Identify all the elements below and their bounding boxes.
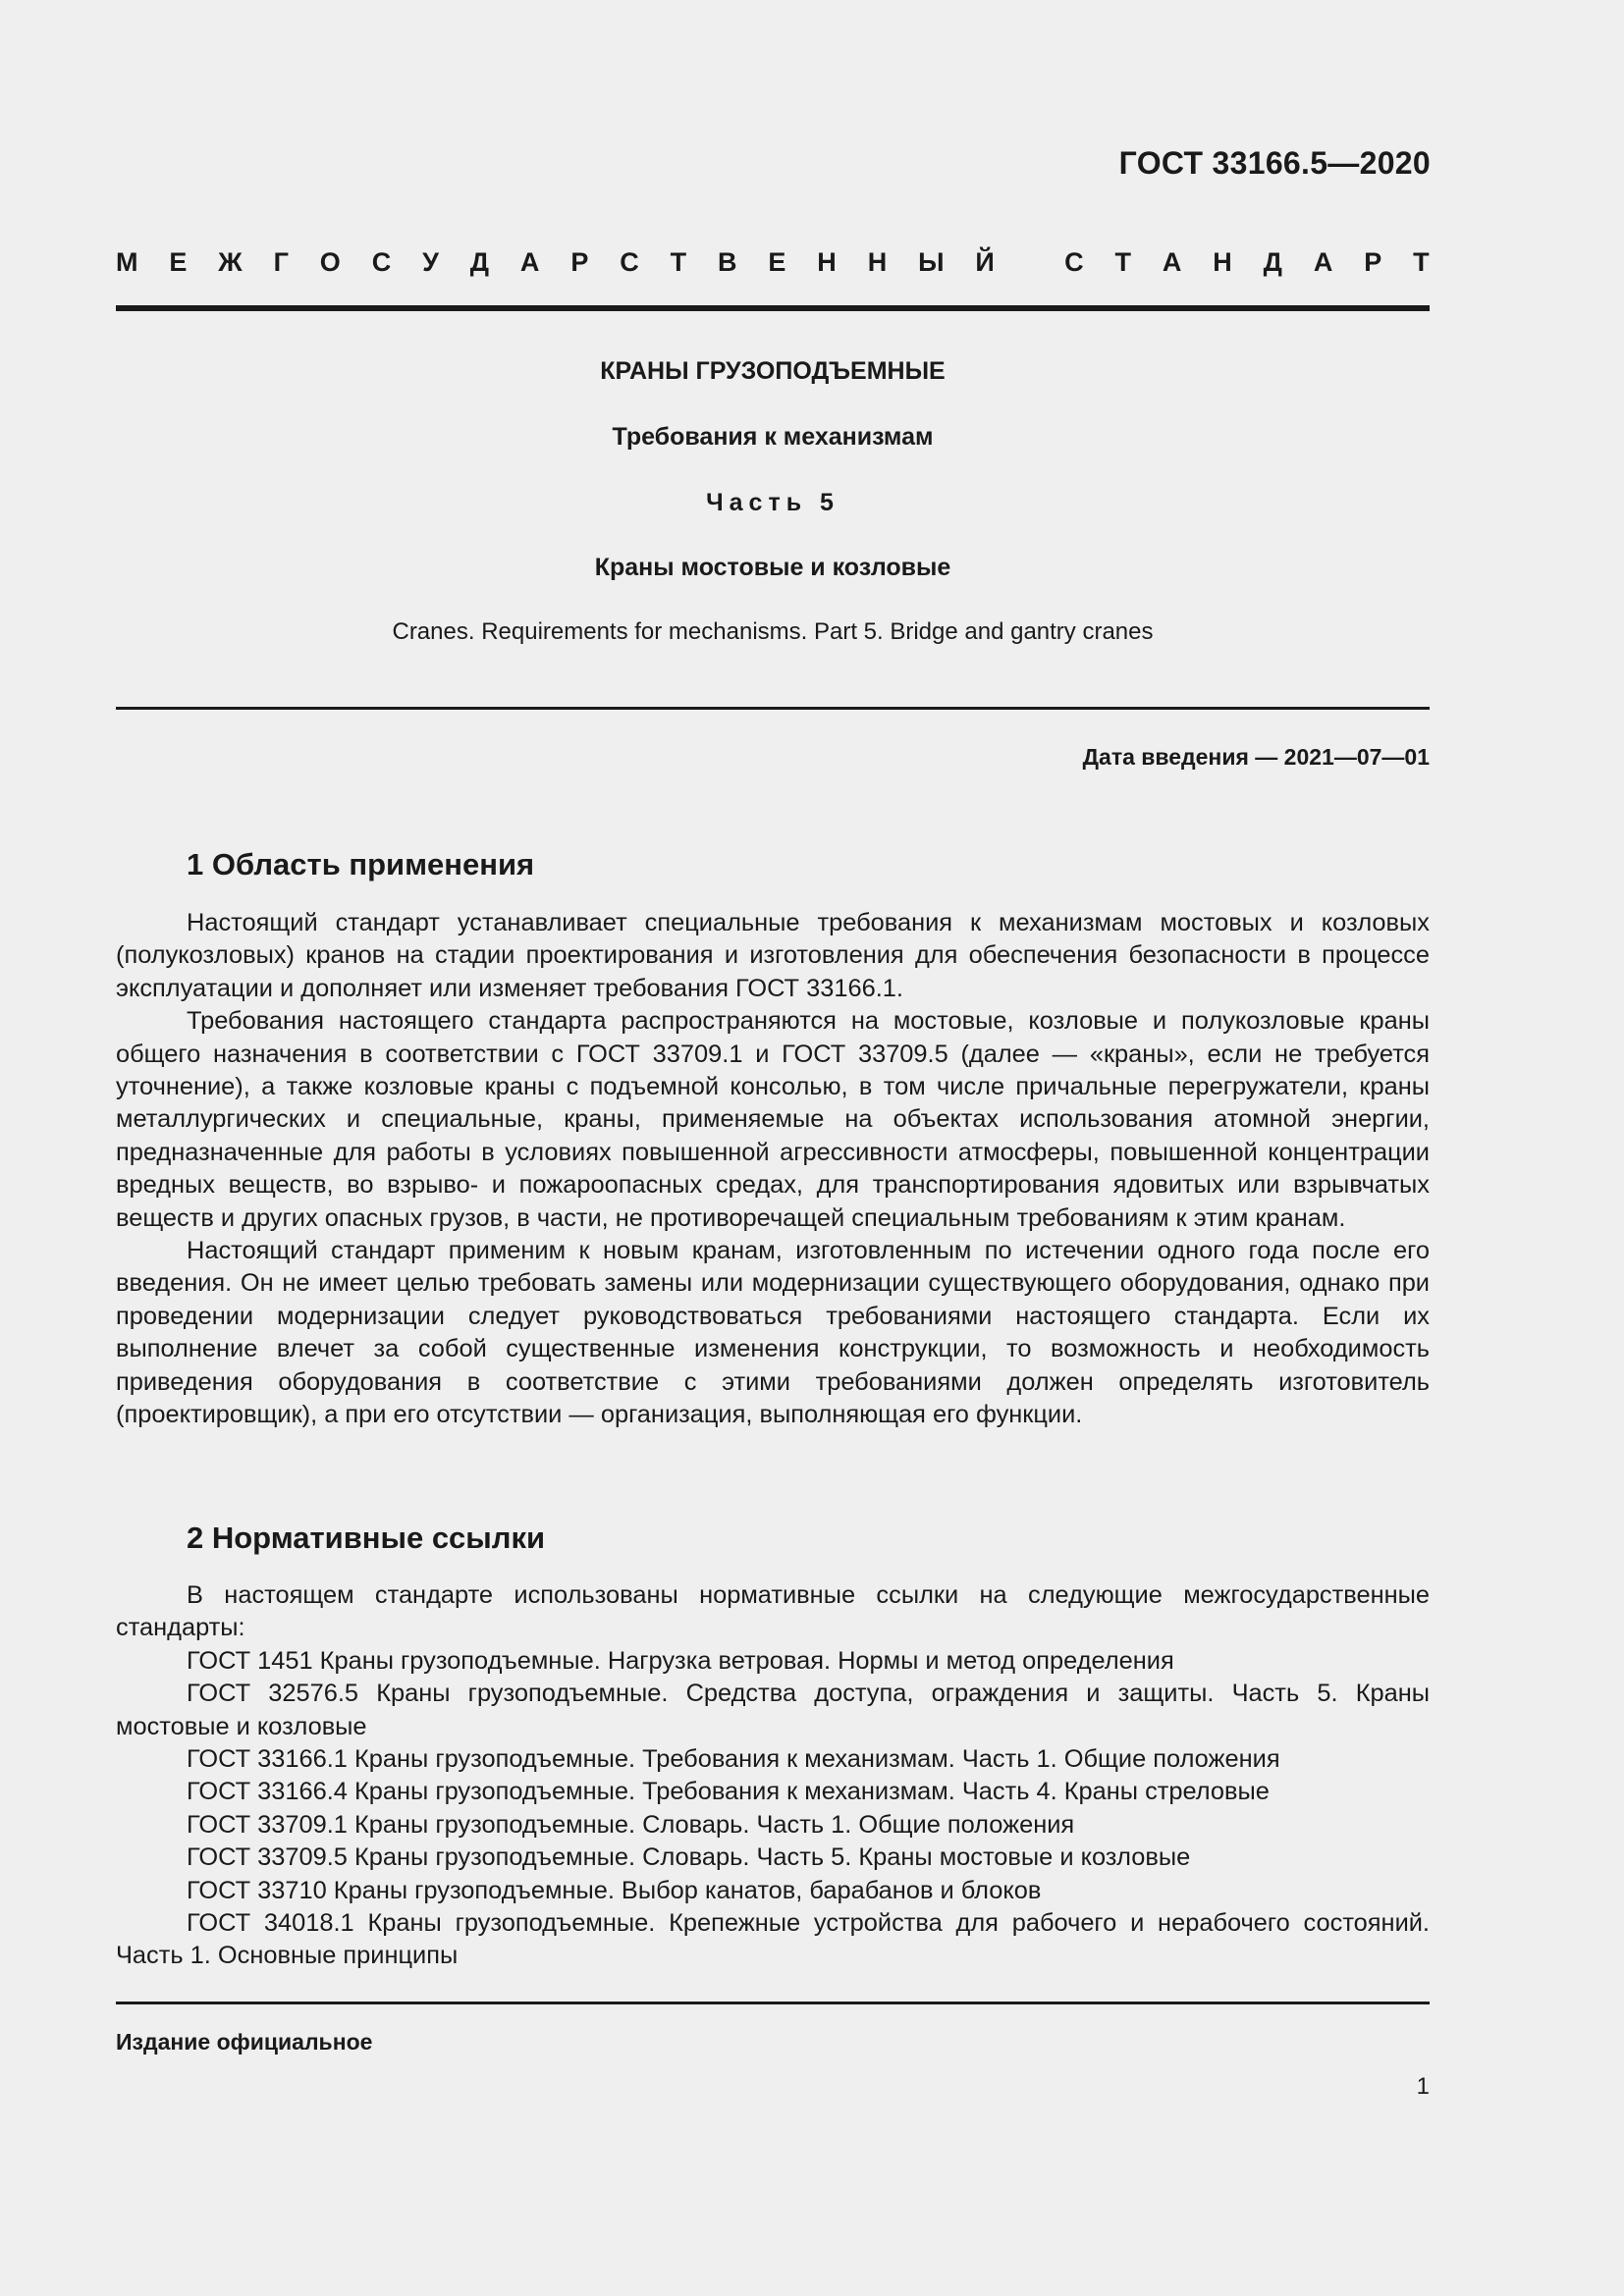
document-part-title: Краны мостовые и козловые <box>594 554 951 581</box>
reference-item: ГОСТ 33710 Краны грузоподъемные. Выбор канатов, барабанов и блоков <box>187 1876 1042 1904</box>
section-1-body <box>116 907 1430 1432</box>
paragraph: Настоящий стандарт устанавливает специальные требования к механизмам мостовых и козловых (полукозловых) кранов на стадии проектирования и изготовления для обеспечения безопасности в процессе эксплуатации и дополняет или изменяет требования ГОСТ 33166.1. <box>116 909 1430 1002</box>
document-subtitle: Требования к механизмам <box>612 423 934 451</box>
page-number: 1 <box>1416 2073 1430 2100</box>
banner-gap <box>1026 247 1034 278</box>
banner-letter: О <box>319 247 341 277</box>
banner-letter: Ж <box>218 247 243 277</box>
reference-item: ГОСТ 32576.5 Краны грузоподъемные. Средства доступа, ограждения и защиты. Часть 5. Краны мостовые и козловые <box>116 1680 1430 1740</box>
banner-letter: С <box>371 247 392 277</box>
banner-letter: Е <box>768 247 786 277</box>
reference-item: ГОСТ 33166.1 Краны грузоподъемные. Требования к механизмам. Часть 1. Общие положения <box>187 1745 1280 1774</box>
document-part: Часть 5 <box>706 489 839 516</box>
header-rule <box>116 305 1430 311</box>
banner-letter: Т <box>1413 247 1430 277</box>
paragraph: Требования настоящего стандарта распространяются на мостовые, козловые и полукозловые краны общего назначения в соответствии с ГОСТ 33709.1 и ГОСТ 33709.5 (далее — «краны», если не требуется уточнение), а также козловые краны с подъемной консолью, в том числе причальные перегружатели, краны металлургических и специальные, краны, применяемые на объектах использования атомной энергии, предназначенные для работы в условиях повышенной агрессивности атмосферы, повышенной концентрации вредных веществ, во взрыво- и пожароопасных средах, для транспортирования ядовитых или взрывчатых веществ и других опасных грузов, в части, не противоречащей специальным требованиям к этим кранам. <box>116 1007 1430 1232</box>
paragraph: Настоящий стандарт применим к новым кранам, изготовленным по истечении одного года после его введения. Он не имеет целью требовать замены или модернизации существующего оборудования, однако при проведении модернизации следует руководствоваться требованиями настоящего стандарта. Если их выполнение влечет за собой существенные изменения конструкции, то возможность и необходимость приведения оборудования в соответствие с этими требованиями должен определять изготовитель (проектировщик), а при его отсутствии — организация, выполняющая его функции. <box>116 1237 1430 1429</box>
banner-letter: Ы <box>918 247 945 277</box>
banner-letter: А <box>519 247 540 277</box>
banner-letter: Й <box>975 247 995 277</box>
banner-letter: Н <box>817 247 837 277</box>
banner-letter: Т <box>670 247 687 277</box>
title-rule <box>116 707 1430 710</box>
introduction-date: Дата введения — 2021—07—01 <box>1082 744 1430 770</box>
standard-banner <box>116 247 1430 278</box>
document-title: КРАНЫ ГРУЗОПОДЪЕМНЫЕ <box>600 357 946 385</box>
reference-item: ГОСТ 33166.4 Краны грузоподъемные. Требования к механизмам. Часть 4. Краны стреловые <box>187 1778 1270 1806</box>
section-2-heading: 2 Нормативные ссылки <box>187 1521 546 1555</box>
section-2-body <box>116 1579 1430 1973</box>
banner-letter: Р <box>1364 247 1382 277</box>
banner-letter: У <box>422 247 439 277</box>
document-number: ГОСТ 33166.5—2020 <box>1118 145 1431 181</box>
paragraph: В настоящем стандарте использованы нормативные ссылки на следующие межгосударственные стандарты: <box>116 1581 1430 1642</box>
document-title-english: Cranes. Requirements for mechanisms. Part 5. Bridge and gantry cranes <box>392 618 1154 645</box>
footer-rule <box>116 2002 1430 2004</box>
reference-item: ГОСТ 1451 Краны грузоподъемные. Нагрузка ветровая. Нормы и метод определения <box>187 1646 1174 1675</box>
banner-letter: Н <box>1213 247 1232 277</box>
banner-letter: Н <box>867 247 888 277</box>
banner-letter: С <box>1064 247 1084 277</box>
banner-letter: Р <box>570 247 589 277</box>
reference-item: ГОСТ 33709.5 Краны грузоподъемные. Словарь. Часть 5. Краны мостовые и козловые <box>187 1843 1191 1872</box>
section-1-heading: 1 Область применения <box>187 847 535 881</box>
banner-letter: Е <box>169 247 188 277</box>
banner-letter: А <box>1162 247 1182 277</box>
banner-letter: Д <box>1263 247 1282 277</box>
banner-letter: В <box>718 247 737 277</box>
reference-item: ГОСТ 34018.1 Краны грузоподъемные. Крепежные устройства для рабочего и нерабочего состояний. Часть 1. Основные принципы <box>116 1909 1430 1970</box>
banner-letter: Д <box>469 247 490 277</box>
reference-item: ГОСТ 33709.1 Краны грузоподъемные. Словарь. Часть 1. Общие положения <box>187 1810 1075 1839</box>
banner-letter: М <box>116 247 138 277</box>
banner-letter: Г <box>273 247 289 277</box>
banner-letter: С <box>620 247 639 277</box>
banner-letter: Т <box>1114 247 1131 277</box>
edition-note: Издание официальное <box>116 2029 373 2055</box>
banner-letter: А <box>1313 247 1333 277</box>
